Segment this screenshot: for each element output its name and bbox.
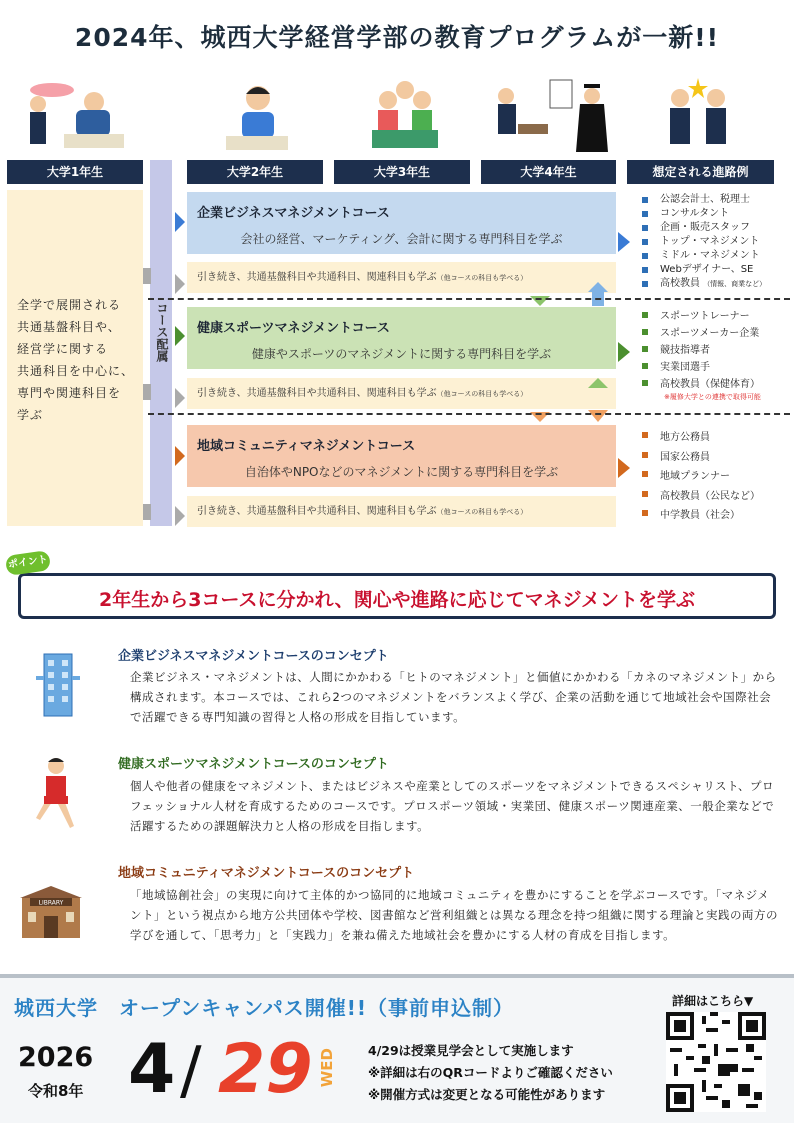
concept-business-body: 企業ビジネス・マネジメントは、人間にかかわる「ヒトのマネジメント」と価値にかかわる「カネのマネジメント」から構成されます。本コースでは、これら2つのマネジメントをバランスよく学び、企業の活動を通じて地域社会や国際社会で活躍できる専門知識の習得と人格の形成を目指しています。 [130, 670, 777, 724]
continue-row-3: 引き続き、共通基盤科目や共通科目、関連科目も学ぶ（他コースの科目も学べる） [187, 496, 616, 527]
career-arrows [616, 192, 636, 482]
separator-1 [148, 298, 790, 300]
year1-panel [7, 190, 143, 526]
career-item: 高校教員 （情報、商業など） [640, 277, 766, 291]
career-item: 国家公務員 [640, 448, 760, 468]
concept-community-title: 地域コミュニティマネジメントコースのコンセプト [118, 866, 415, 881]
year1-description: 全学で展開される 共通基盤科目や、 経営学に関する 共通科目を中心に、 専門や関連科目を 学ぶ [17, 298, 135, 422]
header-year3: 大学3年生 [334, 160, 470, 184]
career-item: 競技指導者 [640, 342, 760, 359]
header-year4: 大学4年生 [481, 160, 616, 184]
career-item: 地方公務員 [640, 428, 760, 448]
course-community-name: 地域コミュニティマネジメントコース [197, 439, 416, 454]
open-campus-title: 城西大学 オープンキャンパス開催!!（事前申込制） [14, 996, 515, 1020]
event-era: 令和8年 [28, 1082, 84, 1100]
key-point-box [18, 573, 776, 619]
library-icon [16, 884, 86, 940]
career-item: 高校教員（保健体育） [640, 376, 760, 393]
graduates-cheering-illustration [652, 76, 744, 156]
career-note: ※履修大学との連携で取得可能 [664, 393, 761, 401]
career-item: コンサルタント [640, 207, 766, 221]
course-community-desc: 自治体やNPOなどのマネジメントに関する専門科目を学ぶ [244, 465, 559, 479]
date-slash: / [180, 1034, 202, 1108]
career-list-business [640, 193, 766, 291]
student-notebook-illustration [222, 76, 292, 156]
career-item: 高校教員（公民など） [640, 487, 760, 507]
course-business-name: 企業ビジネスマネジメントコース [197, 206, 390, 221]
concept-community-body: 「地域協創社会」の実現に向けて主体的かつ協同的に地域コミュニティを豊かにすることを学ぶコースです。「マネジメント」という視点から地方公共団体や学校、図書館など営利組織とは異なる理念を持つ組織に関する理論と実践の両方の学びを通して、「思考力」と「実践力」を兼ね備えた地域社会を豊かにする人材の育成を目指します。 [130, 888, 778, 942]
career-item: 地域プランナー [640, 467, 760, 487]
office-building-icon [34, 650, 82, 718]
event-year: 2026 [18, 1042, 94, 1073]
flow-arrows [143, 192, 187, 532]
course-sports-name: 健康スポーツマネジメントコース [197, 321, 390, 336]
career-item: 中学教員（社会） [640, 506, 760, 526]
group-discussion-illustration [368, 76, 442, 156]
career-item: 実業団選手 [640, 359, 760, 376]
student-studying-illustration [14, 76, 124, 156]
concept-sports-title: 健康スポーツマネジメントコースのコンセプト [118, 757, 389, 772]
event-day: 29 [218, 1030, 313, 1109]
page-title: 2024年、城西大学経営学部の教育プログラムが一新!! [74, 23, 720, 52]
career-item: 公認会計士、税理士 [640, 193, 766, 207]
event-month: 4 [128, 1030, 176, 1109]
course-business [187, 192, 616, 254]
concept-sports-body: 個人や他者の健康をマネジメント、またはビジネスや産業としてのスポーツをマネジメントできるスペシャリスト、プロフェッショナル人材を育成するためのコースです。プロスポーツ領域・実業団、健康スポーツ関連産業、一般企業などで活躍するための課題解決力と人格の形成を目指します。 [130, 779, 775, 833]
header-year1: 大学1年生 [7, 160, 143, 184]
course-assignment-label: コース配属 [155, 302, 169, 362]
career-item: スポーツトレーナー [640, 308, 760, 325]
career-item: スポーツメーカー企業 [640, 325, 760, 342]
point-badge: ポイント [5, 550, 51, 576]
library-sign: LIBRARY [38, 899, 64, 907]
career-item: Webデザイナー、SE [640, 263, 766, 277]
course-switch-arrows [530, 282, 610, 432]
key-point-text: 2年生から3コースに分かれ、関心や進路に応じてマネジメントを学ぶ [98, 589, 696, 611]
header-careers: 想定される進路例 [627, 160, 774, 184]
continue-row-2: 引き続き、共通基盤科目や共通科目、関連科目も学ぶ（他コースの科目も学べる） [187, 378, 616, 409]
event-notes: 4/29は授業見学会として実施します ※詳細は右のQRコードよりご確認ください ※開催方式は変更となる可能性があります [368, 1043, 613, 1102]
qr-code[interactable] [666, 1012, 766, 1112]
course-business-desc: 会社の経営、マーケティング、会計に関する専門科目を学ぶ [240, 232, 563, 246]
header-year2: 大学2年生 [187, 160, 323, 184]
event-weekday: WED [318, 1048, 336, 1088]
course-sports-desc: 健康やスポーツのマネジメントに関する専門科目を学ぶ [251, 347, 552, 361]
runner-icon [30, 756, 84, 836]
separator-2 [148, 413, 790, 415]
concept-business-title: 企業ビジネスマネジメントコースのコンセプト [118, 649, 389, 664]
career-item: トップ・マネジメント [640, 235, 766, 249]
career-list-community [640, 428, 760, 526]
details-link-label: 詳細はこちら▼ [672, 994, 754, 1008]
career-item: ミドル・マネジメント [640, 249, 766, 263]
career-list-sports [640, 308, 760, 393]
course-community [187, 425, 616, 487]
career-item: 企画・販売スタッフ [640, 221, 766, 235]
continue-row-1: 引き続き、共通基盤科目や共通科目、関連科目も学ぶ（他コースの科目も学べる） [187, 262, 616, 293]
interview-graduation-illustration [488, 76, 612, 156]
